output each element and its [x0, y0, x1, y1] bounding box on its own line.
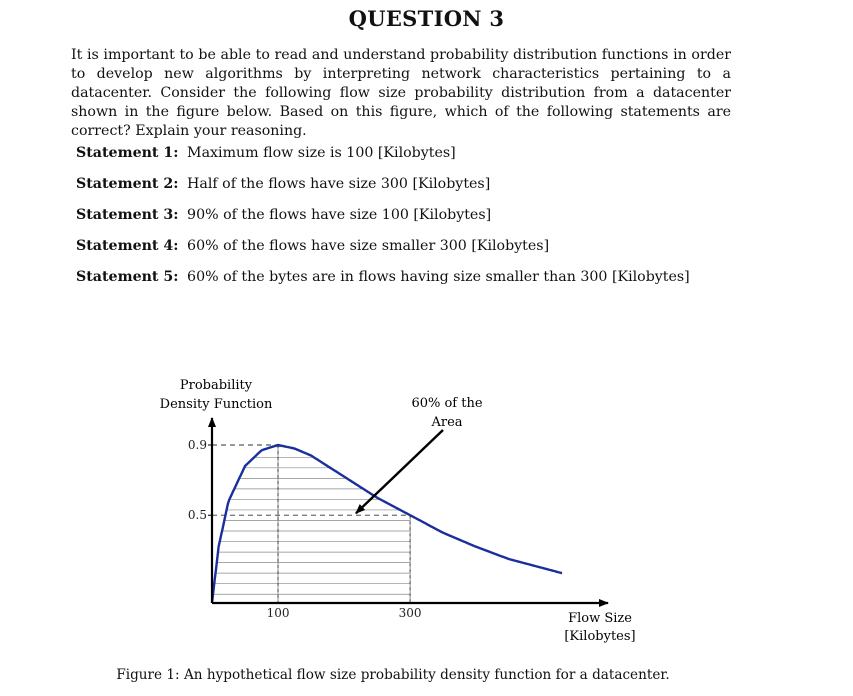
statement-1: [76, 142, 776, 173]
statement-list: [76, 142, 776, 297]
pdf-curve-line: [212, 445, 562, 603]
y-tick-label: 0.9: [187, 438, 207, 452]
annotation-label-line2: Area: [431, 415, 463, 430]
statement-4: [76, 235, 776, 266]
x-axis-label-line1: Flow Size: [568, 611, 632, 626]
statement-5: [76, 266, 776, 297]
dashed-guides: [212, 445, 410, 603]
statement-label: Statement 2:: [76, 176, 179, 192]
statement-text: Half of the flows have size 300 [Kilobytes]: [187, 176, 491, 192]
annotation-arrow-line: [356, 430, 443, 513]
y-axis-label-line1: Probability: [179, 378, 253, 393]
statement-text: 90% of the flows have size 100 [Kilobytes]: [187, 207, 492, 223]
statement-3: [76, 204, 776, 235]
y-tick-label: 0.5: [187, 508, 207, 523]
statement-text: 60% of the bytes are in flows having size smaller than 300 [Kilobytes]: [187, 269, 690, 285]
statement-label: Statement 1:: [76, 145, 179, 161]
annotation-arrow: [356, 430, 443, 513]
x-axis-label-line2: [Kilobytes]: [564, 629, 636, 644]
annotation-label-line1: 60% of the: [411, 396, 483, 411]
y-axis-label-line2: Density Function: [159, 397, 273, 412]
statement-label: Statement 5:: [76, 269, 179, 285]
question-paragraph: It is important to be able to read and understand probability distribution functions in order to develop new algorithms by interpreting network characteristics pertaining to a datacenter. Consider the following flow size probability distribution from a datacenter shown in the figure below. Based on this figure, which of the following statements are correct? Explain your reasoning.: [71, 47, 731, 139]
pdf-curve: [212, 445, 562, 603]
statement-label: Statement 4:: [76, 238, 179, 254]
statement-2: [76, 173, 776, 204]
x-tick-label: 300: [398, 606, 422, 620]
statement-label: Statement 3:: [76, 207, 179, 223]
x-tick-label: 100: [266, 606, 290, 620]
figure-caption: Figure 1: An hypothetical flow size probability density function for a datacenter.: [116, 667, 670, 683]
chart-axes: [208, 418, 608, 603]
pdf-figure: [0, 370, 853, 660]
question-title: QUESTION 3: [348, 6, 505, 31]
statement-text: Maximum flow size is 100 [Kilobytes]: [187, 145, 456, 161]
statement-text: 60% of the flows have size smaller 300 [Kilobytes]: [187, 238, 550, 254]
